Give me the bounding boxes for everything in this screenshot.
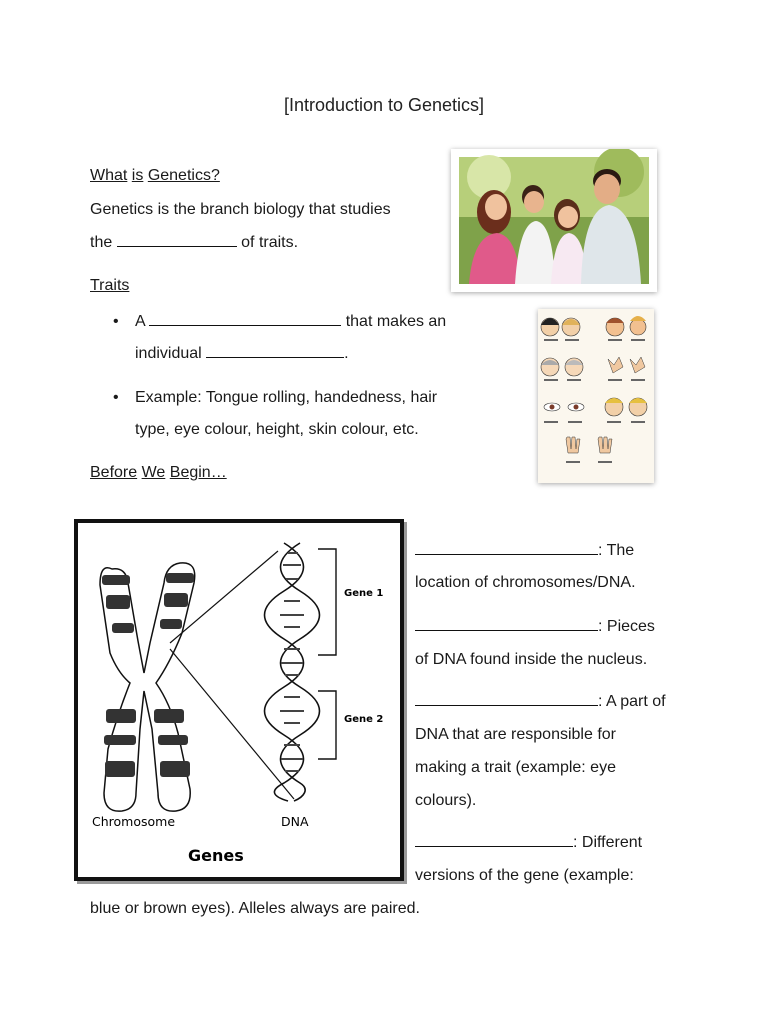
definition-text: : The — [598, 542, 635, 559]
fill-in-blank[interactable] — [415, 834, 573, 847]
gene1-label: Gene 1 — [344, 588, 384, 599]
family-photo-image — [451, 149, 657, 292]
traits-chart-image — [538, 309, 654, 483]
traits-bullet2-line2: type, eye colour, height, skin colour, etc. — [135, 421, 419, 438]
definition-text: : Different — [573, 834, 643, 851]
period: . — [344, 345, 349, 362]
before-we-begin-heading — [90, 464, 227, 482]
bullet-text: individual — [135, 345, 202, 362]
line-start: the — [90, 234, 113, 251]
fill-in-blank[interactable] — [206, 345, 344, 358]
fill-in-blank[interactable] — [415, 693, 598, 706]
definition-2-line1 — [415, 618, 655, 636]
gene2-label: Gene 2 — [344, 714, 384, 725]
definition-4-line2: versions of the gene (example: — [415, 867, 634, 884]
fill-in-blank[interactable] — [415, 542, 598, 555]
definition-text: : Pieces — [598, 618, 655, 635]
definition-1-line2: location of chromosomes/DNA. — [415, 574, 636, 591]
heading-word: Genetics? — [147, 167, 220, 184]
gene2-bracket — [318, 691, 336, 759]
heading-word: Begin… — [169, 464, 227, 481]
definition-1-line1 — [415, 542, 634, 560]
traits-bullet2-line1: Example: Tongue rolling, handedness, hair — [135, 389, 438, 406]
heading-word: Before — [90, 464, 138, 481]
chromosome-label: Chromosome — [92, 814, 176, 829]
genetics-definition-line1: Genetics is the branch biology that studies — [90, 201, 391, 218]
heading-word: is — [131, 167, 144, 184]
bullet-dot: • — [113, 313, 119, 330]
bullet-text: that makes an — [345, 313, 447, 330]
definition-text: : A part of — [598, 693, 666, 710]
fill-in-blank[interactable] — [117, 234, 237, 247]
bullet-dot: • — [113, 389, 119, 406]
genetics-definition-line2 — [90, 234, 298, 252]
definition-3-line4: colours). — [415, 792, 477, 809]
heading-word: What — [90, 167, 128, 184]
traits-chart-drawing — [538, 309, 654, 483]
dna-helix — [265, 543, 320, 801]
gene1-bracket — [318, 549, 336, 655]
definition-3-line2: DNA that are responsible for — [415, 726, 616, 743]
line-end: of traits. — [241, 234, 299, 251]
dna-label: DNA — [281, 814, 309, 829]
fill-in-blank[interactable] — [415, 618, 598, 631]
heading-word: We — [141, 464, 166, 481]
definition-3-line1 — [415, 693, 666, 711]
traits-bullet1-line1 — [135, 313, 446, 331]
fill-in-blank[interactable] — [149, 313, 341, 326]
page-title: [Introduction to Genetics] — [283, 95, 485, 115]
traits-heading: Traits — [90, 277, 130, 294]
bullet-prefix: A — [135, 313, 145, 330]
definition-4-line3: blue or brown eyes). Alleles always are paired. — [90, 900, 420, 917]
genes-diagram-drawing — [78, 523, 400, 877]
definition-2-line2: of DNA found inside the nucleus. — [415, 651, 648, 668]
definition-4-line1 — [415, 834, 642, 852]
definition-3-line3: making a trait (example: eye — [415, 759, 616, 776]
what-is-genetics-heading — [90, 167, 220, 185]
genes-caption: Genes — [188, 846, 244, 865]
traits-bullet1-line2 — [135, 345, 349, 363]
family-photo — [451, 149, 657, 292]
genes-diagram — [74, 519, 404, 881]
